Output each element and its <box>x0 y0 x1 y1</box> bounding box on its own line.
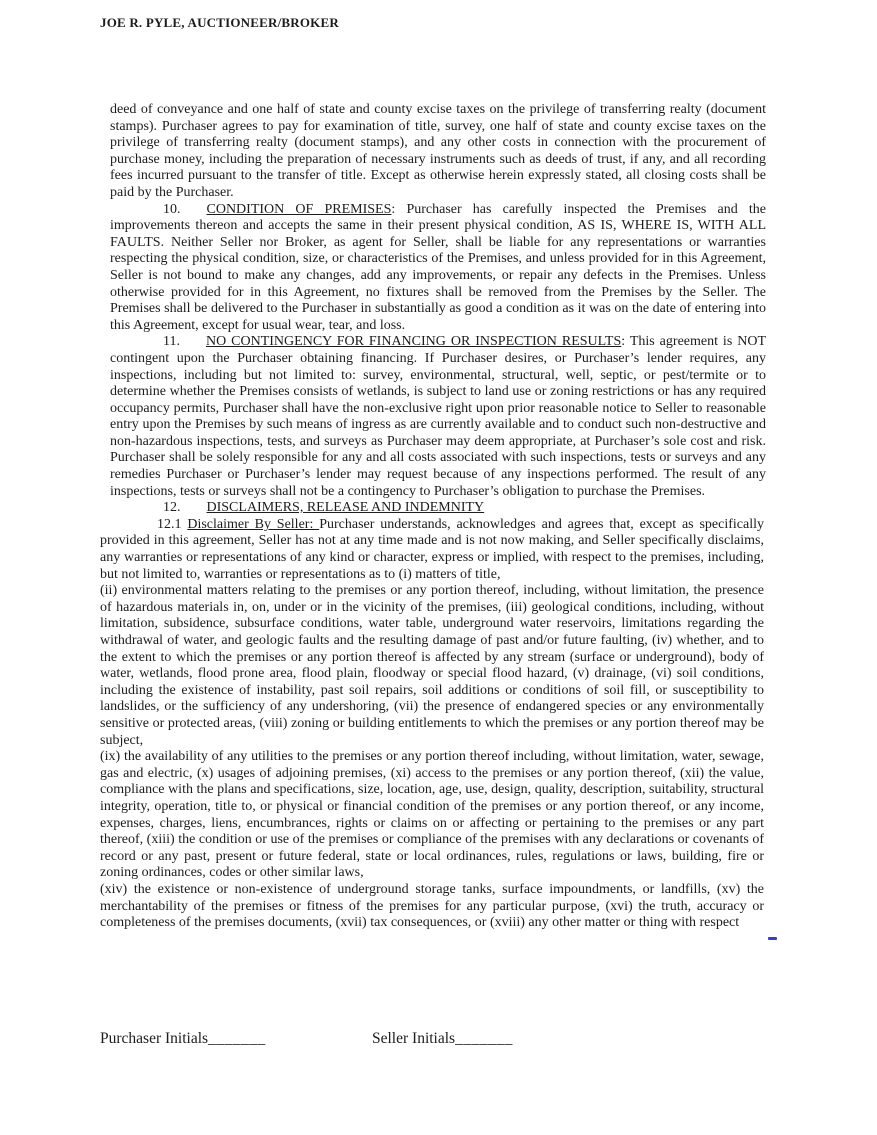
section-10-text: Purchaser has carefully inspected the Premises and the improvements thereon and accepts the same in their present physical condition, AS IS, WHERE IS, WITH ALL FAULTS. Neither Seller nor Broker, as agent for Seller, shall be liable for any representations or warranties respecting the physical condition, size, or characteristics of the Premises, and unless provided for in this Agreement, Seller is not bound to make any changes, add any improvements, or repair any defects in the Premises. Unless otherwise provided for in this Agreement, no fixtures shall be removed from the Premises by the Seller. The Premises shall be delivered to the Purchaser in substantially as good a condition as it was on the date of entering into this Agreement, except for usual wear, tear, and loss. <box>110 201 767 333</box>
initials-footer <box>100 1030 660 1054</box>
purchaser-initials <box>100 1030 266 1048</box>
section-11-heading: NO CONTINGENCY FOR FINANCING OR INSPECTION RESULTS <box>205 334 622 350</box>
section-11-colon: : <box>621 334 626 350</box>
paragraph-closing-costs: deed of conveyance and one half of state and county excise taxes on the privilege of transferring realty (document stamps). Purchaser agrees to pay for examination of title, survey, one half of state and county excise taxes on the privilege of transferring realty (document stamps), and any other costs in connection with the procurement of purchase money, including the preparation of necessary instruments such as deeds of trust, if any, and all recording fees incurred pursuant to the transfer of title. Except as otherwise herein expressly stated, all closing costs shall be paid by the Purchaser. <box>110 102 766 200</box>
section-12-1-number: 12.1 <box>157 516 182 532</box>
section-10-colon: : <box>391 201 396 217</box>
seller-initials-blank[interactable]: _______ <box>455 1030 513 1047</box>
section-12-number: 12. <box>163 500 181 516</box>
section-12-heading: DISCLAIMERS, RELEASE AND INDEMNITY <box>206 500 485 516</box>
section-12-1-disclaimer-by-seller <box>100 517 764 583</box>
seller-initials <box>372 1030 513 1048</box>
purchaser-initials-blank[interactable]: _______ <box>208 1030 266 1047</box>
section-12-1-text: Purchaser understands, acknowledges and agrees that, except as specifically provided in this agreement, Seller has not at any time made and is not now making, and Seller specifically disclaims, any warranties or representations of any kind or character, express or implied, with respect to the premises, including, but not limited to, warranties or representations as to (i) matters of title, <box>100 516 764 582</box>
page-title: JOE R. PYLE, AUCTIONEER/BROKER <box>100 15 339 30</box>
section-11-no-contingency <box>110 334 766 500</box>
clause-xiv-to-xviii: (xiv) the existence or non-existence of underground storage tanks, surface impoundments, or landfills, (xv) the merchantability of the premises or fitness of the premises for any particular purpose, (xvi) the truth, accuracy or completeness of the premises documents, (xvii) tax consequences, or (xviii) any other matter or thing with respect <box>100 881 764 931</box>
section-10-condition-of-premises <box>110 202 766 335</box>
section-10-number: 10. <box>163 201 181 217</box>
clause-ii-to-viii: (ii) environmental matters relating to the premises or any portion thereof, including, without limitation, the presence of hazardous materials in, on, under or in the vicinity of the premises, (iii) geological conditions, including, without limitation, subsidence, subsurface conditions, water table, underground water reservoirs, limitations regarding the withdrawal of water, and geologic faults and the resulting damage of past and/or future faulting, (iv) whether, and to the extent to which the premises or any portion thereof is affected by any stream (surface or underground), body of water, wetlands, flood prone area, flood plain, floodway or special flood hazard, (v) drainage, (vi) soil conditions, including the existence of instability, past soil repairs, soil additions or conditions of soil fill, or susceptibility to landslides, or the sufficiency of any undershoring, (vii) the presence of endangered species or any environmentally sensitive or protected areas, (viii) zoning or building entitlements to which the premises or any portion thereof may be subject, <box>100 583 764 748</box>
section-12-disclaimers-heading <box>110 500 766 517</box>
section-12-body <box>100 517 764 932</box>
section-10-heading: CONDITION OF PREMISES <box>206 201 392 217</box>
seller-initials-label: Seller Initials <box>372 1030 456 1047</box>
clause-ix-to-xiii: (ix) the availability of any utilities to the premises or any portion thereof including, without limitation, water, sewage, gas and electric, (x) usages of adjoining premises, (xi) access to the premises or any portion thereof, (xii) the value, compliance with the plans and specifications, size, location, age, use, design, quality, description, suitability, structural integrity, operation, title to, or physical or financial condition of the premises or any portion thereof, or any income, expenses, charges, liens, encumbrances, rights or claims on or affecting or pertaining to the premises or any part thereof, (xiii) the condition or use of the premises or compliance of the premises with any declarations or covenants of record or any past, present or future federal, state or local ordinances, rules, regulations or laws, building, fire or zoning ordinances, codes or other similar laws, <box>100 749 764 881</box>
section-12-1-heading: Disclaimer By Seller: <box>187 516 320 532</box>
section-11-number: 11. <box>163 334 180 350</box>
margin-annotation-dash <box>768 937 777 940</box>
document-body <box>100 102 767 932</box>
section-11-text: This agreement is NOT contingent upon the Purchaser obtaining financing. If Purchaser desires, or Purchaser’s lender requires, any inspections, including but not limited to: survey, environmental, structural, well, septic, or pest/termite or to determine whether the Premises consists of wetlands, is subject to land use or zoning restrictions or has any required occupancy permits, Purchaser shall have the non-exclusive right upon prior reasonable notice to Seller to reasonable entry upon the Premises by such means of ingress as are currently available and to conduct such non-destructive and non-hazardous inspections, tests, and surveys as Purchaser may deem appropriate, at Purchaser’s sole cost and risk. Purchaser shall be solely responsible for any and all costs associated with such inspections, tests or surveys and any remedies Purchaser or Purchaser’s lender may request because of any inspections performed. The result of any inspections, tests or surveys shall not be a contingency to Purchaser’s obligation to purchase the Premises. <box>110 334 766 499</box>
purchaser-initials-label: Purchaser Initials <box>100 1030 209 1047</box>
